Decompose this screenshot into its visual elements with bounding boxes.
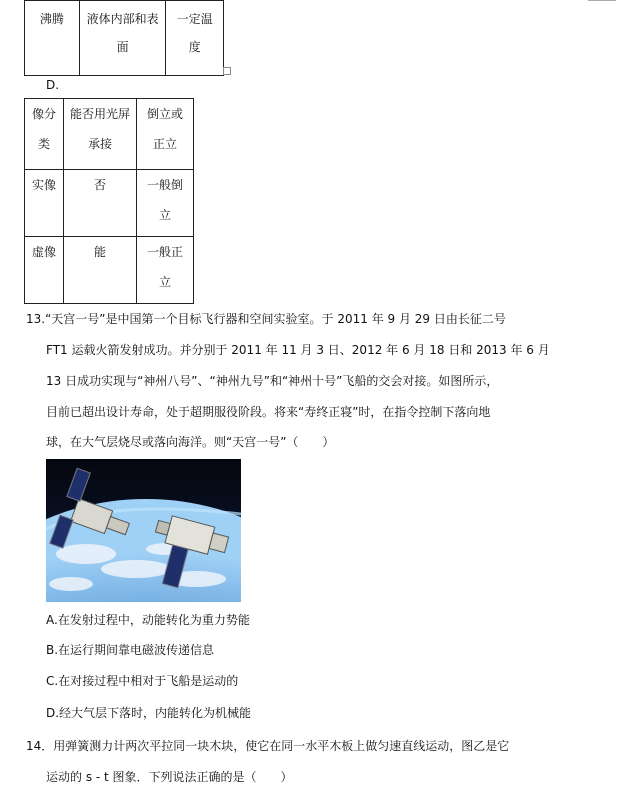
table-cell: 一般正立 <box>137 237 194 304</box>
table-cell: 一定温度 <box>166 1 224 76</box>
table-cell: 一般倒立 <box>137 170 194 237</box>
q13-option-d[interactable]: D.经大气层下落时，内能转化为机械能 <box>46 706 252 720</box>
table-cell: 沸腾 <box>25 1 80 76</box>
option-d-table <box>24 98 194 304</box>
table-cell: 液体内部和表面 <box>79 1 166 76</box>
table-cell: 能 <box>64 237 137 304</box>
table-header-cell: 倒立或正立 <box>137 99 194 170</box>
spacecraft-illustration <box>46 459 241 602</box>
table-header-cell: 像分类 <box>25 99 64 170</box>
table-header-row <box>25 99 194 170</box>
q14-line-1: 14．用弹簧测力计两次平拉同一块木块，使它在同一水平木板上做匀速直线运动，图乙是它 <box>26 739 510 753</box>
q14-line-2: 运动的 s - t 图象．下列说法正确的是（ ） <box>46 770 293 784</box>
option-d-label: D. <box>46 78 60 92</box>
top-table <box>24 0 224 76</box>
q13-line-1: 13.“天宫一号”是中国第一个目标飞行器和空间实验室。于 2011 年 9 月 29 日由长征二号 <box>26 312 506 326</box>
table-cell: 实像 <box>25 170 64 237</box>
page-corner-mark <box>588 0 616 1</box>
table-row <box>25 170 194 237</box>
table-row <box>25 1 224 76</box>
q13-line-5: 球，在大气层烧尽或落向海洋。则“天宫一号”（ ） <box>46 435 335 449</box>
table-resize-handle[interactable] <box>223 67 231 75</box>
table-header-cell: 能否用光屏承接 <box>64 99 137 170</box>
q13-option-a[interactable]: A.在发射过程中，动能转化为重力势能 <box>46 613 250 627</box>
table-cell: 虚像 <box>25 237 64 304</box>
tiangong-docking-photo <box>46 459 241 602</box>
q13-option-b[interactable]: B.在运行期间靠电磁波传递信息 <box>46 643 215 657</box>
q13-option-c[interactable]: C.在对接过程中相对于飞船是运动的 <box>46 674 239 688</box>
q13-line-3: 13 日成功实现与“神州八号”、“神州九号”和“神州十号”飞船的交会对接。如图所示， <box>46 374 499 388</box>
table-row <box>25 237 194 304</box>
table-cell: 否 <box>64 170 137 237</box>
q13-line-4: 目前已超出设计寿命，处于超期服役阶段。将来“寿终正寝”时，在指令控制下落向地 <box>46 405 491 419</box>
q13-line-2: FT1 运载火箭发射成功。并分别于 2011 年 11 月 3 日、2012 年 6 月 18 日和 2013 年 6 月 <box>46 343 550 357</box>
